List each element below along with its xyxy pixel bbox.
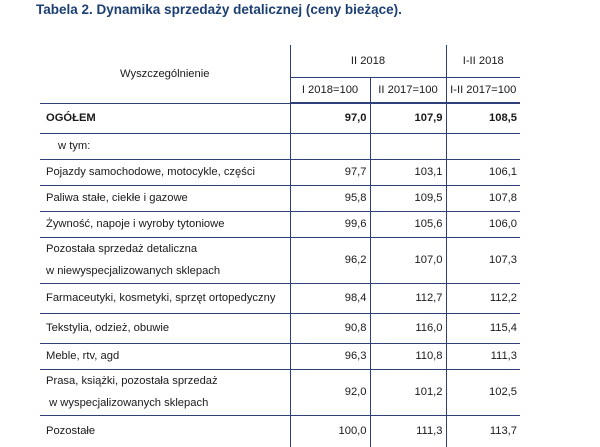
retail-sales-table bbox=[40, 45, 520, 447]
cell-value: 112,2 bbox=[446, 283, 520, 313]
header-description: Wyszczególnienie bbox=[40, 45, 290, 103]
cell-value: 108,5 bbox=[446, 103, 520, 133]
table-row bbox=[40, 343, 520, 369]
table-row bbox=[40, 369, 520, 415]
table-row bbox=[40, 313, 520, 343]
cell-value: 100,0 bbox=[290, 415, 370, 447]
table-row bbox=[40, 211, 520, 237]
cell-empty bbox=[370, 133, 446, 159]
header-sub-i-2018: I 2018=100 bbox=[290, 77, 370, 103]
header-group-i-ii-2018: I-II 2018 bbox=[446, 45, 520, 77]
cell-value: 111,3 bbox=[370, 415, 446, 447]
header-row-1 bbox=[40, 45, 520, 77]
cell-value: 107,0 bbox=[370, 237, 446, 283]
row-label: Pojazdy samochodowe, motocykle, części bbox=[40, 159, 290, 185]
cell-value: 102,5 bbox=[446, 369, 520, 415]
table-title: Tabela 2. Dynamika sprzedaży detalicznej (ceny bieżące). bbox=[36, 2, 402, 17]
cell-value: 110,8 bbox=[370, 343, 446, 369]
row-label: Tekstylia, odzież, obuwie bbox=[40, 313, 290, 343]
header-group-ii-2018: II 2018 bbox=[290, 45, 446, 77]
cell-value: 113,7 bbox=[446, 415, 520, 447]
cell-value: 107,3 bbox=[446, 237, 520, 283]
cell-value: 105,6 bbox=[370, 211, 446, 237]
cell-value: 96,3 bbox=[290, 343, 370, 369]
cell-value: 92,0 bbox=[290, 369, 370, 415]
cell-value: 107,9 bbox=[370, 103, 446, 133]
cell-value: 109,5 bbox=[370, 185, 446, 211]
row-label-line-1: Pozostała sprzedaż detaliczna bbox=[46, 243, 198, 255]
cell-value: 107,8 bbox=[446, 185, 520, 211]
row-label bbox=[40, 369, 290, 415]
row-label: OGÓŁEM bbox=[40, 103, 290, 133]
table-row bbox=[40, 237, 520, 283]
cell-value: 97,7 bbox=[290, 159, 370, 185]
row-label: Żywność, napoje i wyroby tytoniowe bbox=[40, 211, 290, 237]
row-label: Farmaceutyki, kosmetyki, sprzęt ortopedyczny bbox=[40, 283, 290, 313]
row-label: w tym: bbox=[40, 133, 290, 159]
cell-value: 98,4 bbox=[290, 283, 370, 313]
cell-value: 103,1 bbox=[370, 159, 446, 185]
table-row bbox=[40, 415, 520, 447]
header-sub-ii-2017: II 2017=100 bbox=[370, 77, 446, 103]
cell-value: 115,4 bbox=[446, 313, 520, 343]
header-sub-i-ii-2017: I-II 2017=100 bbox=[446, 77, 520, 103]
row-label-line-2: w niewyspecjalizowanych sklepach bbox=[46, 265, 221, 277]
cell-empty bbox=[290, 133, 370, 159]
row-label-line-2: w wyspecjalizowanych sklepach bbox=[46, 397, 209, 409]
row-label: Paliwa stałe, ciekłe i gazowe bbox=[40, 185, 290, 211]
cell-value: 90,8 bbox=[290, 313, 370, 343]
row-label-line-1: Prasa, książki, pozostała sprzedaż bbox=[46, 375, 218, 387]
cell-empty bbox=[446, 133, 520, 159]
cell-value: 97,0 bbox=[290, 103, 370, 133]
cell-value: 106,0 bbox=[446, 211, 520, 237]
cell-value: 96,2 bbox=[290, 237, 370, 283]
cell-value: 116,0 bbox=[370, 313, 446, 343]
cell-value: 101,2 bbox=[370, 369, 446, 415]
cell-value: 99,6 bbox=[290, 211, 370, 237]
row-label: Meble, rtv, agd bbox=[40, 343, 290, 369]
cell-value: 111,3 bbox=[446, 343, 520, 369]
table-row bbox=[40, 283, 520, 313]
row-label bbox=[40, 237, 290, 283]
table-row bbox=[40, 159, 520, 185]
row-label: Pozostałe bbox=[46, 425, 96, 438]
cell-value: 95,8 bbox=[290, 185, 370, 211]
table-row bbox=[40, 103, 520, 133]
cell-value: 106,1 bbox=[446, 159, 520, 185]
table-row bbox=[40, 133, 520, 159]
cell-value: 112,7 bbox=[370, 283, 446, 313]
table-row bbox=[40, 185, 520, 211]
